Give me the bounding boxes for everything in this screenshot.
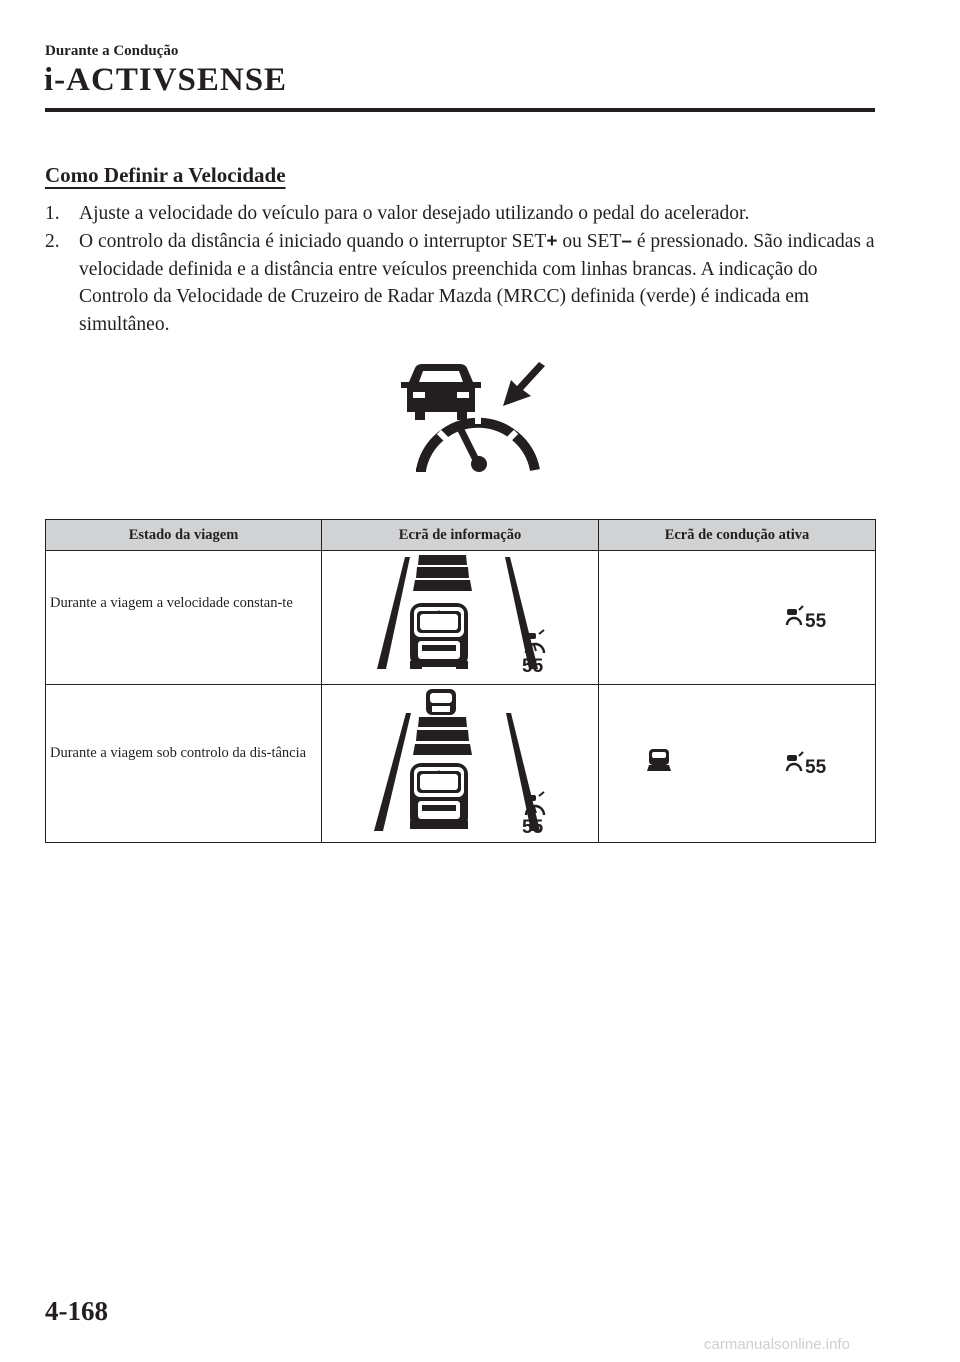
- column-header: Estado da viagem: [46, 520, 322, 551]
- page-number: 4-168: [45, 1296, 108, 1326]
- watermark: carmanualsonline.info: [704, 1336, 850, 1353]
- set-minus-sign: –: [621, 231, 632, 252]
- step-2: [45, 228, 875, 338]
- table-row: [46, 685, 876, 843]
- active-driving-display-graphic: [599, 551, 875, 679]
- set-speed-value: 55: [805, 611, 827, 632]
- step-1: [45, 200, 875, 228]
- column-header: Ecrã de condução ativa: [599, 520, 876, 551]
- travel-state-label: Durante a viagem a velocidade constan-te: [50, 595, 293, 611]
- active-driving-display-graphic: [599, 685, 875, 837]
- mrcc-small-icon: [787, 752, 803, 771]
- table-cell: [46, 551, 322, 685]
- section-heading: Como Definir a Velocidade: [45, 163, 286, 187]
- step-number: 1.: [45, 203, 60, 224]
- table-cell: [599, 551, 876, 685]
- table-cell: [46, 685, 322, 843]
- information-display-graphic: [322, 685, 598, 837]
- table-header-row: [46, 520, 876, 551]
- step-text: Ajuste a velocidade do veículo para o valor desejado utilizando o pedal do acelerador.: [79, 203, 750, 224]
- chapter-title: i-ACTIVSENSE: [44, 62, 288, 98]
- set-speed-value: 55: [522, 656, 544, 677]
- set-speed-value: 55: [522, 817, 544, 837]
- chapter-divider: [45, 108, 875, 112]
- table-row: [46, 551, 876, 685]
- table-cell: [322, 551, 599, 685]
- section-label: Durante a Condução: [45, 43, 179, 59]
- step-number: 2.: [45, 231, 60, 252]
- step-text: O controlo da distância é iniciado quando o interruptor SET+ ou SET– é pressionado. São indicadas a velocidade definida e a distância entre veículos preenchida com linhas brancas. A indicação do Controlo da Velocidade de Cruzeiro de Radar Mazda (MRCC) definida (verde) é indicada em simultâneo.: [79, 231, 875, 335]
- mrcc-set-indicator-icon: [395, 360, 555, 478]
- lead-vehicle-icon: [647, 749, 671, 771]
- cruise-state-table: [45, 519, 876, 843]
- table-cell: [322, 685, 599, 843]
- column-header: Ecrã de informação: [322, 520, 599, 551]
- information-display-graphic: [322, 551, 598, 679]
- table-cell: [599, 685, 876, 843]
- set-speed-value: 55: [805, 757, 827, 778]
- travel-state-label: Durante a viagem sob controlo da dis-tância: [50, 745, 307, 761]
- set-plus-sign: +: [546, 231, 558, 252]
- mrcc-small-icon: [787, 606, 803, 625]
